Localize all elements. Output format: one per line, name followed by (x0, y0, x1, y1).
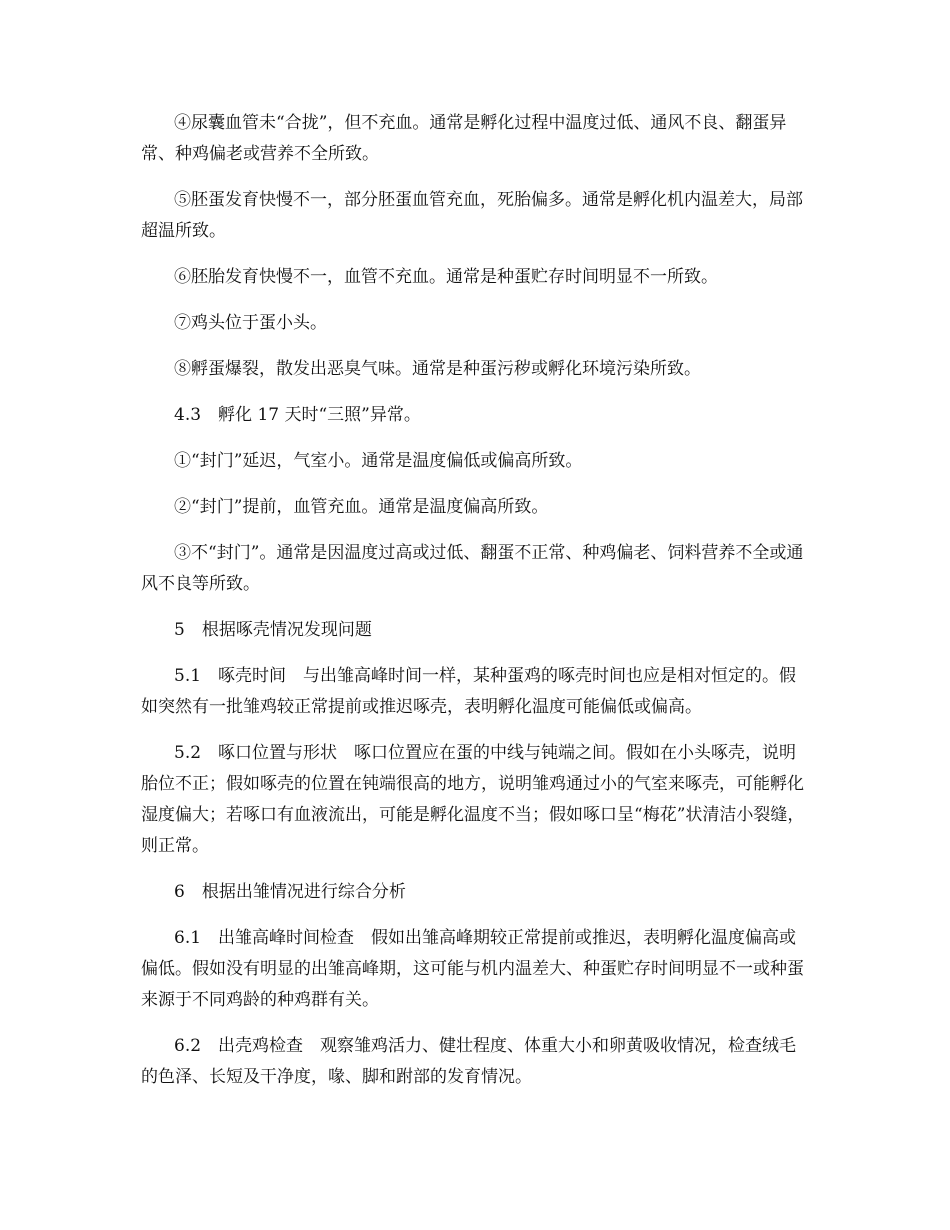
paragraph-item-8: ⑧孵蛋爆裂，散发出恶臭气味。通常是种蛋污秽或孵化环境污染所致。 (174, 359, 701, 379)
paragraph-item-6: ⑥胚胎发育快慢不一，血管不充血。通常是种蛋贮存时间明显不一所致。 (174, 267, 718, 287)
paragraph-item-7: ⑦鸡头位于蛋小头。 (174, 313, 327, 333)
section-5-2-paragraph: 5.2 啄口位置与形状 啄口位置应在蛋的中线与钝端之间。假如在小头啄壳，说明胎位不正；假如啄壳的位置在钝端很高的地方，说明雏鸡通过小的气室来啄壳，可能孵化湿度偏大；若啄口有血液流出，可能是孵化温度不当；假如啄口呈“梅花”状清洁小裂缝，则正常。 (141, 743, 805, 856)
section-5-1-paragraph: 5.1 啄壳时间 与出雏高峰时间一样，某种蛋鸡的啄壳时间也应是相对恒定的。假如突然有一批雏鸡较正常提前或推迟啄壳，表明孵化温度可能偏低或偏高。 (141, 666, 797, 717)
paragraph-item-3: ③不“封门”。通常是因温度过高或过低、翻蛋不正常、种鸡偏老、饲料营养不全或通风不良等所致。 (141, 543, 804, 594)
paragraph-item-1: ①“封门”延迟，气室小。通常是温度偏低或偏高所致。 (174, 451, 583, 471)
paragraph-item-5: ⑤胚蛋发育快慢不一，部分胚蛋血管充血，死胎偏多。通常是孵化机内温差大，局部超温所致。 (141, 190, 803, 241)
document-body (141, 108, 813, 1108)
section-heading-6: 6 根据出雏情况进行综合分析 (174, 882, 406, 902)
section-heading-4-3: 4.3 孵化 17 天时“三照”异常。 (174, 405, 421, 425)
section-heading-5: 5 根据啄壳情况发现问题 (174, 620, 372, 640)
section-6-2-paragraph: 6.2 出壳鸡检查 观察雏鸡活力、健壮程度、体重大小和卵黄吸收情况，检查绒毛的色泽、长短及干净度，喙、脚和跗部的发育情况。 (141, 1036, 797, 1087)
paragraph-item-2: ②“封门”提前，血管充血。通常是温度偏高所致。 (174, 497, 549, 517)
paragraph-item-4: ④尿囊血管未“合拢”，但不充血。通常是孵化过程中温度过低、通风不良、翻蛋异常、种鸡偏老或营养不全所致。 (141, 113, 787, 164)
section-6-1-paragraph: 6.1 出雏高峰时间检查 假如出雏高峰期较正常提前或推迟，表明孵化温度偏高或偏低。假如没有明显的出雏高峰期，这可能与机内温差大、种蛋贮存时间明显不一或种蛋来源于不同鸡龄的种鸡群有关。 (141, 928, 804, 1010)
